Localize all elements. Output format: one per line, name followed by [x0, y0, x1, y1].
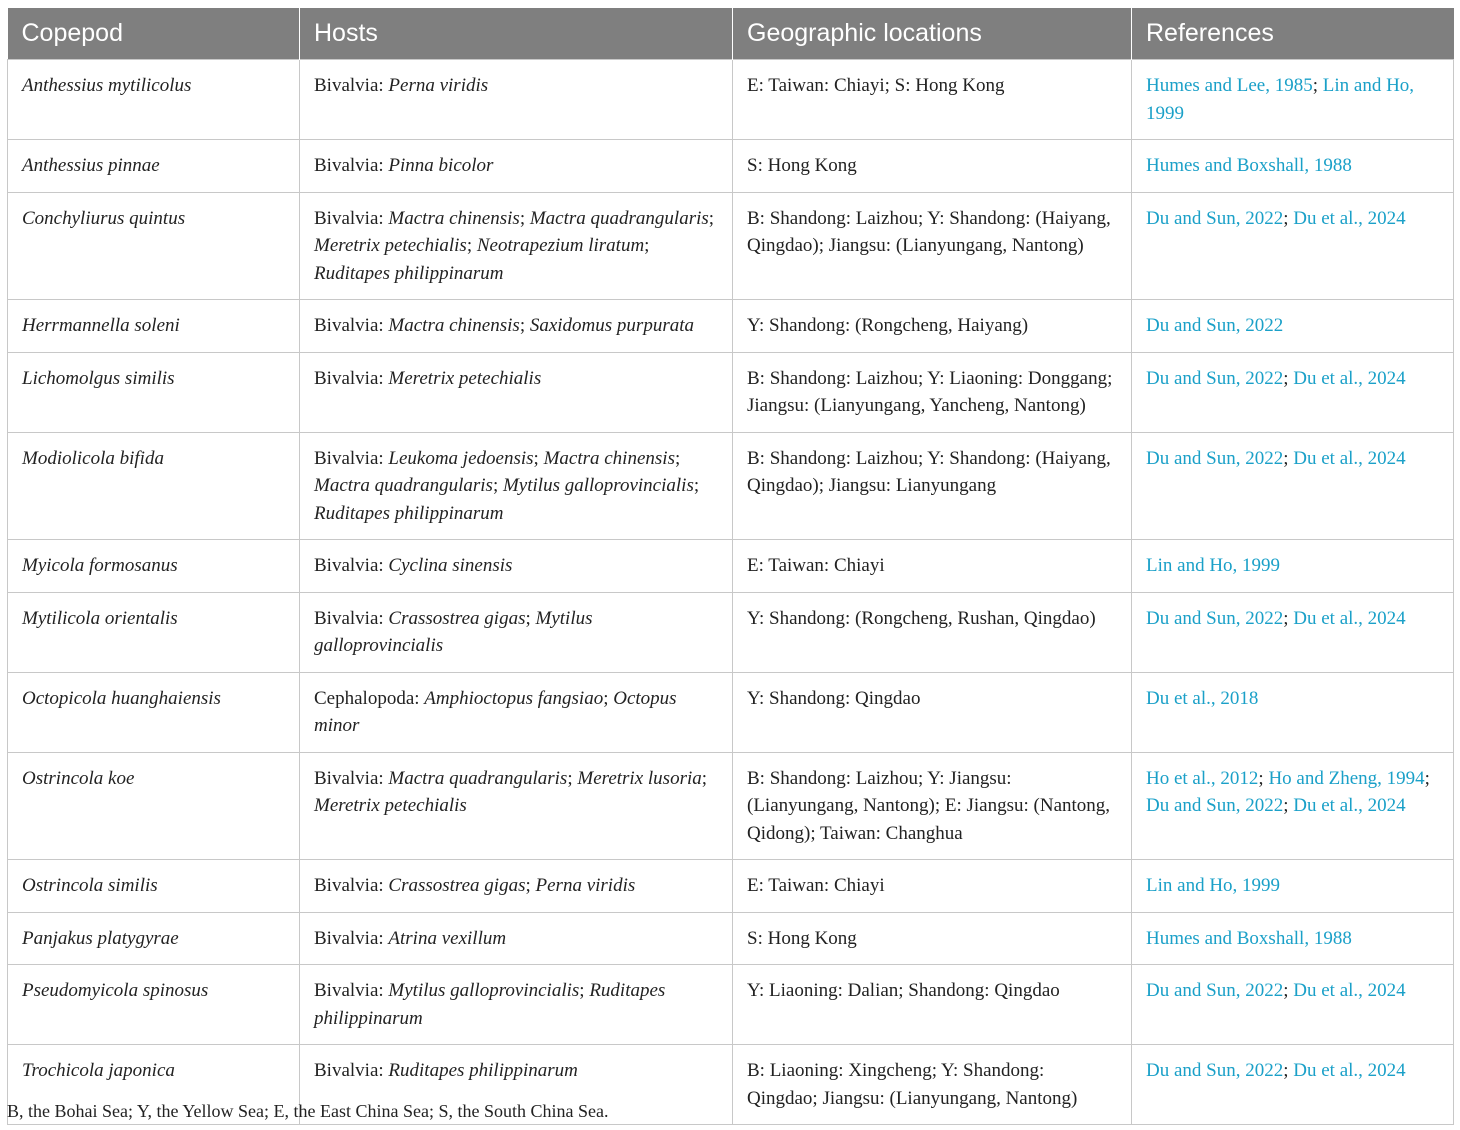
- geographic-locations-cell: Y: Shandong: (Rongcheng, Haiyang): [733, 300, 1132, 353]
- host-species: Ruditapes philippinarum: [314, 262, 504, 284]
- copepod-species-cell: Pseudomyicola spinosus: [8, 965, 300, 1045]
- host-species: Ruditapes philippinarum: [314, 502, 504, 524]
- host-text: Bivalvia:: [314, 207, 389, 229]
- host-text: ;: [466, 235, 477, 256]
- column-header-copepod: Copepod: [8, 8, 300, 60]
- host-species: Crassostrea gigas: [388, 607, 526, 629]
- host-species: Saxidomus purpurata: [529, 315, 694, 336]
- host-species: Pinna bicolor: [388, 155, 494, 176]
- reference-link[interactable]: Du and Sun, 2022: [1146, 607, 1284, 629]
- host-species: Mactra chinensis: [543, 447, 675, 469]
- hosts-cell: [300, 672, 733, 752]
- host-text: ;: [492, 475, 503, 496]
- host-text: Cephalopoda:: [314, 687, 425, 709]
- host-text: Bivalvia:: [314, 927, 389, 949]
- table-row: [8, 912, 1454, 965]
- host-text: ;: [579, 980, 590, 1001]
- copepod-species-cell: Octopicola huanghaiensis: [8, 672, 300, 752]
- references-cell: [1132, 140, 1454, 193]
- host-text: ;: [533, 447, 544, 469]
- reference-link[interactable]: Du and Sun, 2022: [1146, 447, 1284, 469]
- copepod-species-cell: Conchyliurus quintus: [8, 192, 300, 300]
- host-text: ;: [693, 475, 700, 496]
- references-cell: [1132, 540, 1454, 593]
- geographic-locations-cell: B: Shandong: Laizhou; Y: Liaoning: Donggang; Jiangsu: (Lianyungang, Yancheng, Nantong): [733, 352, 1132, 432]
- geographic-locations-cell: S: Hong Kong: [733, 912, 1132, 965]
- host-species: Amphioctopus fangsiao: [424, 687, 604, 709]
- geographic-locations-cell: E: Taiwan: Chiayi: [733, 540, 1132, 593]
- reference-link[interactable]: Ho et al., 2012: [1146, 767, 1259, 789]
- host-text: ;: [603, 687, 614, 709]
- host-species: Perna viridis: [535, 875, 636, 896]
- reference-link[interactable]: Lin and Ho, 1999: [1146, 875, 1281, 896]
- host-text: ;: [674, 447, 681, 469]
- table-row: [8, 752, 1454, 860]
- reference-link[interactable]: Humes and Boxshall, 1988: [1146, 155, 1352, 176]
- reference-link[interactable]: Du et al., 2024: [1293, 367, 1406, 389]
- host-species: Perna viridis: [388, 75, 489, 96]
- reference-link[interactable]: Du et al., 2024: [1293, 207, 1406, 229]
- hosts-cell: [300, 60, 733, 140]
- geographic-locations-cell: Y: Shandong: Qingdao: [733, 672, 1132, 752]
- hosts-cell: [300, 592, 733, 672]
- host-text: Bivalvia:: [314, 1060, 389, 1081]
- geographic-locations-cell: B: Shandong: Laizhou; Y: Shandong: (Haiyang, Qingdao); Jiangsu: Lianyungang: [733, 432, 1132, 540]
- host-species: Leukoma jedoensis: [388, 447, 534, 469]
- host-text: Bivalvia:: [314, 607, 389, 629]
- host-text: Bivalvia:: [314, 155, 389, 176]
- host-species: Mytilus galloprovincialis: [388, 980, 580, 1001]
- geographic-locations-cell: Y: Liaoning: Dalian; Shandong: Qingdao: [733, 965, 1132, 1045]
- hosts-cell: [300, 352, 733, 432]
- host-species: Cyclina sinensis: [388, 555, 513, 576]
- copepod-species-cell: Anthessius pinnae: [8, 140, 300, 193]
- references-cell: Du and Sun, 2022; Du et al., 2024: [1132, 965, 1454, 1045]
- host-species: Ruditapes philippinarum: [388, 1060, 578, 1081]
- hosts-cell: [300, 540, 733, 593]
- host-species: Meretrix petechialis: [314, 235, 467, 256]
- reference-link[interactable]: Du and Sun, 2022: [1146, 1060, 1284, 1081]
- host-species: Mactra chinensis: [388, 207, 520, 229]
- reference-link[interactable]: Du et al., 2018: [1146, 687, 1259, 709]
- column-header-hosts: Hosts: [300, 8, 733, 60]
- reference-link[interactable]: Humes and Boxshall, 1988: [1146, 927, 1352, 949]
- hosts-cell: [300, 752, 733, 860]
- reference-link[interactable]: Lin and Ho, 1999: [1146, 75, 1415, 124]
- geographic-locations-cell: E: Taiwan: Chiayi; S: Hong Kong: [733, 60, 1132, 140]
- host-species: Mytilus galloprovincialis: [502, 475, 694, 496]
- references-cell: Du and Sun, 2022; Du et al., 2024: [1132, 1045, 1454, 1125]
- reference-link[interactable]: Lin and Ho, 1999: [1146, 555, 1281, 576]
- references-cell: [1132, 300, 1454, 353]
- table-row: [8, 672, 1454, 752]
- host-text: ;: [701, 767, 708, 789]
- references-cell: Ho et al., 2012; Ho and Zheng, 1994; Du and Sun, 2022; Du et al., 2024: [1132, 752, 1454, 860]
- copepod-species-cell: Mytilicola orientalis: [8, 592, 300, 672]
- host-species: Mactra chinensis: [388, 315, 520, 336]
- table-row: [8, 60, 1454, 140]
- reference-link[interactable]: Humes and Lee, 1985: [1146, 75, 1313, 96]
- references-cell: Du and Sun, 2022; Du et al., 2024: [1132, 432, 1454, 540]
- geographic-locations-cell: B: Shandong: Laizhou; Y: Shandong: (Haiyang, Qingdao); Jiangsu: (Lianyungang, Nantong): [733, 192, 1132, 300]
- table-row: [8, 965, 1454, 1045]
- references-cell: Du and Sun, 2022; Du et al., 2024: [1132, 592, 1454, 672]
- table-row: [8, 300, 1454, 353]
- host-text: ;: [525, 607, 536, 629]
- hosts-cell: [300, 300, 733, 353]
- reference-link[interactable]: Du and Sun, 2022: [1146, 367, 1284, 389]
- copepod-species-cell: Herrmannella soleni: [8, 300, 300, 353]
- column-header-references: References: [1132, 8, 1454, 60]
- reference-link[interactable]: Du et al., 2024: [1293, 980, 1406, 1001]
- table-row: [8, 592, 1454, 672]
- host-species: Mactra quadrangularis: [529, 207, 709, 229]
- references-cell: Du and Sun, 2022; Du et al., 2024: [1132, 352, 1454, 432]
- reference-link[interactable]: Ho and Zheng, 1994: [1268, 767, 1425, 789]
- copepod-species-cell: Ostrincola similis: [8, 860, 300, 913]
- host-text: ;: [525, 875, 536, 896]
- table-row: [8, 192, 1454, 300]
- host-text: ;: [519, 315, 530, 336]
- host-text: Bivalvia:: [314, 980, 389, 1001]
- hosts-cell: [300, 860, 733, 913]
- host-species: Octopus minor: [314, 687, 677, 736]
- host-text: Bivalvia:: [314, 767, 389, 789]
- reference-link[interactable]: Du et al., 2024: [1293, 1060, 1406, 1081]
- host-text: Bivalvia:: [314, 315, 389, 336]
- geographic-locations-cell: S: Hong Kong: [733, 140, 1132, 193]
- host-species: Mactra quadrangularis: [388, 767, 568, 789]
- host-species: Atrina vexillum: [388, 927, 507, 949]
- host-text: Bivalvia:: [314, 447, 389, 469]
- copepod-species-cell: Modiolicola bifida: [8, 432, 300, 540]
- copepod-species-cell: Anthessius mytilicolus: [8, 60, 300, 140]
- references-cell: [1132, 672, 1454, 752]
- copepod-species-cell: Trochicola japonica: [8, 1045, 300, 1125]
- references-cell: [1132, 912, 1454, 965]
- copepod-host-table: [7, 8, 1454, 1125]
- host-species: Crassostrea gigas: [388, 875, 526, 896]
- geographic-locations-cell: E: Taiwan: Chiayi: [733, 860, 1132, 913]
- host-species: Meretrix petechialis: [388, 367, 542, 389]
- host-text: Bivalvia:: [314, 75, 389, 96]
- host-species: Neotrapezium liratum: [476, 235, 645, 256]
- geographic-locations-cell: Y: Shandong: (Rongcheng, Rushan, Qingdao): [733, 592, 1132, 672]
- table-row: [8, 140, 1454, 193]
- hosts-cell: [300, 912, 733, 965]
- host-text: ;: [708, 207, 715, 229]
- host-text: ;: [567, 767, 578, 789]
- host-species: Ruditapes philippinarum: [314, 980, 666, 1029]
- copepod-species-cell: Myicola formosanus: [8, 540, 300, 593]
- host-text: Bivalvia:: [314, 875, 389, 896]
- reference-link[interactable]: Du and Sun, 2022: [1146, 315, 1284, 336]
- table-container: [7, 8, 1453, 1125]
- references-cell: [1132, 860, 1454, 913]
- hosts-cell: [300, 140, 733, 193]
- hosts-cell: [300, 432, 733, 540]
- table-row: [8, 432, 1454, 540]
- hosts-cell: [300, 192, 733, 300]
- reference-link[interactable]: Du and Sun, 2022: [1146, 980, 1284, 1001]
- host-species: Mytilus galloprovincialis: [314, 607, 593, 656]
- column-header-locations: Geographic locations: [733, 8, 1132, 60]
- host-text: Bivalvia:: [314, 367, 389, 389]
- reference-link[interactable]: Du and Sun, 2022: [1146, 795, 1284, 816]
- table-row: [8, 860, 1454, 913]
- host-text: Bivalvia:: [314, 555, 389, 576]
- copepod-species-cell: Ostrincola koe: [8, 752, 300, 860]
- geographic-locations-cell: B: Shandong: Laizhou; Y: Jiangsu: (Lianyungang, Nantong); E: Jiangsu: (Nantong, Qidong); Taiwan: Changhua: [733, 752, 1132, 860]
- geographic-locations-cell: B: Liaoning: Xingcheng; Y: Shandong: Qingdao; Jiangsu: (Lianyungang, Nantong): [733, 1045, 1132, 1125]
- reference-link[interactable]: Du et al., 2024: [1293, 795, 1406, 816]
- host-text: ;: [519, 207, 530, 229]
- copepod-species-cell: Lichomolgus similis: [8, 352, 300, 432]
- reference-link[interactable]: Du et al., 2024: [1293, 607, 1406, 629]
- copepod-species-cell: Panjakus platygyrae: [8, 912, 300, 965]
- host-species: Mactra quadrangularis: [314, 475, 493, 496]
- references-cell: Du and Sun, 2022; Du et al., 2024: [1132, 192, 1454, 300]
- hosts-cell: [300, 965, 733, 1045]
- references-cell: Humes and Lee, 1985; Lin and Ho, 1999: [1132, 60, 1454, 140]
- host-species: Meretrix lusoria: [577, 767, 702, 789]
- host-species: Meretrix petechialis: [314, 795, 467, 816]
- host-text: ;: [644, 235, 650, 256]
- reference-link[interactable]: Du et al., 2024: [1293, 447, 1406, 469]
- header-row: [8, 8, 1454, 60]
- table-row: [8, 540, 1454, 593]
- reference-link[interactable]: Du and Sun, 2022: [1146, 207, 1284, 229]
- table-footnote: B, the Bohai Sea; Y, the Yellow Sea; E, the East China Sea; S, the South China Sea.: [7, 1101, 609, 1121]
- table-row: [8, 352, 1454, 432]
